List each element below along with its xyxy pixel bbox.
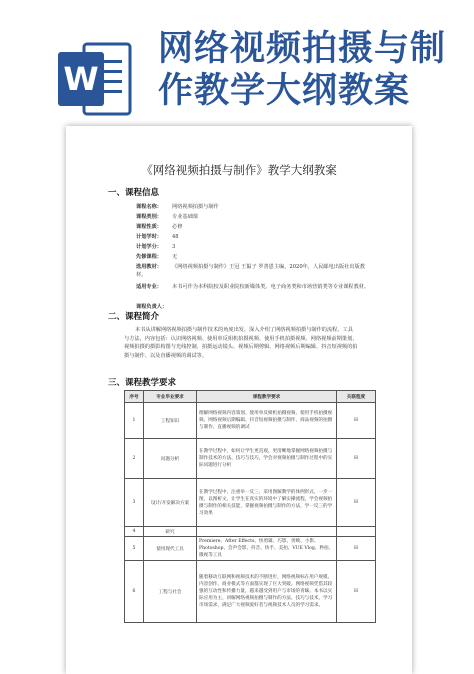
section-course-intro: 二、课程简介 — [108, 312, 160, 322]
row-level: H — [337, 537, 376, 561]
info-label: 课程负责人： — [136, 304, 168, 310]
banner-title-line1: 网络视频拍摄与制 — [158, 29, 447, 69]
info-value: 必修 — [172, 224, 183, 230]
row-no: 4 — [125, 527, 144, 537]
table-header-row — [125, 391, 376, 403]
section-teaching-requirements: 三、课程教学要求 — [108, 378, 177, 388]
info-label: 课程性质： — [136, 224, 162, 230]
row-content: 随着移动互联网和视频技术的不断进步，网络视频标在用户规模、内容创作、商业模式等方面都实现了巨大突破。网络视频凭借其较强的互动性和传播力量，越来越受到用户与市场的青睐。本书以实际应用为主、讲解网络视频拍摄与制作的方法、技巧与技术，学习市场需求，满足广大视频爱好者与视频技术人员的学习需求。 — [197, 561, 337, 623]
row-no: 2 — [125, 439, 144, 479]
info-row — [136, 223, 182, 230]
row-level: H — [337, 439, 376, 479]
info-label: 课程类别： — [136, 214, 162, 220]
document-title: 《网络视频拍摄与制作》教学大纲教案 — [141, 163, 337, 177]
banner-title — [158, 28, 468, 112]
table-row — [125, 561, 376, 623]
info-row — [136, 203, 219, 210]
info-label: 选用教材： — [136, 264, 162, 270]
info-row — [136, 303, 172, 310]
info-row — [136, 253, 177, 260]
row-requirement: 工程知识 — [144, 403, 197, 439]
row-level: H — [337, 561, 376, 623]
col-header-no: 序号 — [125, 391, 144, 403]
word-icon-letter: W — [63, 60, 99, 98]
info-row — [136, 213, 198, 220]
info-label: 计划学时： — [136, 234, 162, 240]
row-no: 5 — [125, 537, 144, 561]
info-label: 适用专业： — [136, 284, 162, 290]
row-no: 3 — [125, 479, 144, 527]
row-requirement: 设计/开发解决方案 — [144, 479, 197, 527]
row-level: H — [337, 403, 376, 439]
row-requirement: 研究 — [144, 527, 197, 537]
info-value: 无 — [172, 254, 178, 260]
info-row — [136, 233, 179, 240]
info-value: 专业基础课 — [172, 214, 198, 220]
document-page — [66, 126, 412, 674]
table-row — [125, 537, 376, 561]
col-header-teaching: 课程教学要求 — [197, 391, 337, 403]
info-value: 48 — [172, 234, 179, 240]
row-content: 在教学过程中，如何让学生更直观、更清晰地掌握网络视频拍摄与制作技术的方法、技巧与技巧，学会对视频拍摄与制作过程中的实际问题进行分析 — [197, 439, 337, 479]
info-value: 3 — [172, 244, 176, 250]
row-level — [337, 527, 376, 537]
row-content: Premiere、After Effects、快剪辑、巧影、剪映、小影、Photoshop、会声会影、抖音、快手、美拍、VUE Vlog、秒拍、微视等工具 — [197, 537, 337, 561]
row-level: H — [337, 479, 376, 527]
info-label: 课程名称： — [136, 204, 162, 210]
row-requirement: 使用现代工具 — [144, 537, 197, 561]
table-row — [125, 403, 376, 439]
row-content: 在教学过程中，注重举一反三、采用图解教学的体例形式，一步一图，以图析文，让学生在真实的环境中了解实操流程，学会视频拍摄与制作的相关技能，掌握视频拍摄与制作的方法，学一反三的学习效果 — [197, 479, 337, 527]
row-no: 1 — [125, 403, 144, 439]
banner-title-line2: 作教学大纲教案 — [158, 71, 411, 111]
course-intro-paragraph: 本书从讲解网络视频拍摄与制作技术的角度出发，深入介绍了网络视频拍摄与制作的流程、工具与方法，内容包括：认识网络视频、使用单反相机拍摄视频、使用手机拍摄视频、网络视频前期策划、视频拍摄的摄影构图与光线控制、拍摄运动镜头、视频后期剪辑、网络视频后期编辑、抖音短视频的拍摄与制作、以及直播视频的调试等。 — [124, 327, 358, 359]
info-value: 网络视频拍摄与制作 — [172, 204, 219, 210]
info-value: 本书可作为本科院校及职业院校新媒体类、电子商务类和市场营销类等专业课程教材。 — [172, 284, 370, 290]
col-header-level: 关联程度 — [337, 391, 376, 403]
col-header-requirement: 专业毕业要求 — [144, 391, 197, 403]
info-label: 计划学分： — [136, 244, 162, 250]
section-course-info: 一、课程信息 — [108, 188, 160, 198]
row-requirement: 问题分析 — [144, 439, 197, 479]
row-content — [197, 527, 337, 537]
row-content: 理解网络视频内容策划、使用单反相机拍摄视频、使用手机拍摄视频、网络视频后期编辑、抖音短视频拍摄与制作、商品视频的拍摄与制作、直播视频的调试 — [197, 403, 337, 439]
table-row — [125, 479, 376, 527]
table-row — [125, 527, 376, 537]
word-document-icon — [54, 38, 136, 120]
info-row — [136, 263, 372, 279]
row-requirement: 工程与社会 — [144, 561, 197, 623]
table-row — [125, 439, 376, 479]
info-row — [136, 243, 175, 250]
row-no: 6 — [125, 561, 144, 623]
requirements-table — [124, 390, 376, 623]
info-row — [136, 283, 372, 291]
banner — [0, 0, 474, 110]
info-label: 先修课程： — [136, 254, 162, 260]
info-value: 《网络视频拍摄与制作》王冠 王韫子 罗善恩主编，2020年，人民邮电出版社出版教材。 — [136, 264, 365, 278]
